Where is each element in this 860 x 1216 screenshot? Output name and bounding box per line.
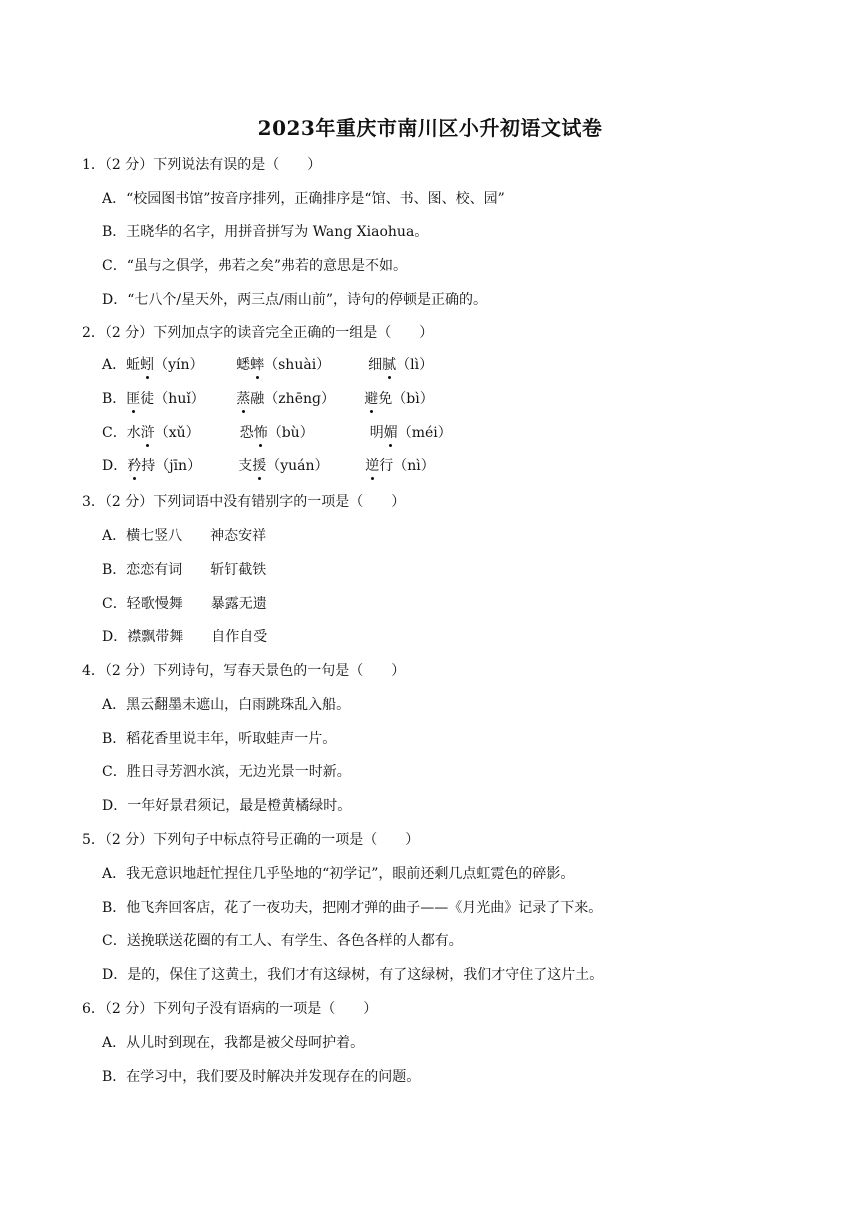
question-1-option-b: B．王晓华的名字，用拼音拼写为 Wang Xiaohua。 <box>102 224 429 240</box>
question-1-option-a: A．“校园图书馆”按音序排列，正确排序是“馆、书、图、校、园” <box>102 191 505 207</box>
dotted-char: 矜 <box>127 458 142 474</box>
dotted-char: 援 <box>252 458 267 474</box>
question-1-stem: 1．（2 分）下列说法有误的是（ ） <box>82 157 322 173</box>
question-5-option-d: D．是的，保住了这黄土，我们才有这绿树，有了这绿树，我们才守住了这片土。 <box>102 967 604 983</box>
word-item: 蚯蚓（yín） <box>126 357 204 373</box>
question-3-option-a: A．横七竖八 神态安祥 <box>102 528 267 544</box>
option-label: D． <box>102 458 128 474</box>
word-item: 明媚（méi） <box>369 425 452 441</box>
question-2-option-a <box>102 355 433 375</box>
exam-title: 2023年重庆市南川区小升初语文试卷 <box>257 116 603 140</box>
question-1-option-c: C．“虽与之俱学，弗若之矣”弗若的意思是不如。 <box>102 258 408 274</box>
question-4-option-c: C．胜日寻芳泗水滨，无边光景一时新。 <box>102 764 351 780</box>
question-2-option-b <box>102 389 434 409</box>
dotted-char: 逆 <box>365 458 380 474</box>
word-item: 匪徒（huǐ） <box>126 391 205 407</box>
question-5-option-b: B．他飞奔回客店，花了一夜功夫，把刚才弹的曲子——《月光曲》记录了下来。 <box>102 900 603 916</box>
question-3-option-c: C．轻歌慢舞 暴露无遗 <box>102 596 267 612</box>
question-4-option-b: B．稻花香里说丰年，听取蛙声一片。 <box>102 731 337 747</box>
word-item: 蒸融（zhēnɡ） <box>236 391 335 407</box>
question-1-option-d: D．“七八个/星天外，两三点/雨山前”，诗句的停顿是正确的。 <box>102 292 487 308</box>
option-label: C． <box>102 425 127 441</box>
question-5-stem: 5．（2 分）下列句子中标点符号正确的一项是（ ） <box>82 832 420 848</box>
dotted-char: 蟀 <box>250 357 265 373</box>
question-5-option-c: C．送挽联送花圈的有工人、有学生、各色各样的人都有。 <box>102 933 463 949</box>
question-4-stem: 4．（2 分）下列诗句，写春天景色的一句是（ ） <box>82 663 406 679</box>
question-4-option-d: D．一年好景君须记，最是橙黄橘绿时。 <box>102 798 352 814</box>
dotted-char: 浒 <box>140 425 155 441</box>
word-item: 避免（bì） <box>364 391 434 407</box>
question-2-stem: 2．（2 分）下列加点字的读音完全正确的一组是（ ） <box>82 325 434 341</box>
word-item: 支援（yuán） <box>238 458 329 474</box>
question-5-option-a: A．我无意识地赶忙捏住几乎坠地的“初学记”，眼前还剩几点虹霓色的碎影。 <box>102 866 575 882</box>
word-item: 逆行（nì） <box>365 458 435 474</box>
dotted-char: 媚 <box>383 425 398 441</box>
word-item: 细腻（lì） <box>368 357 434 373</box>
dotted-char: 避 <box>364 391 379 407</box>
question-6-option-b: B．在学习中，我们要及时解决并发现存在的问题。 <box>102 1069 421 1085</box>
question-4-option-a: A．黑云翻墨未遮山，白雨跳珠乱入船。 <box>102 697 351 713</box>
word-item: 矜持（jīn） <box>127 458 202 474</box>
word-item: 恐怖（bù） <box>239 425 314 441</box>
option-label: A． <box>102 357 127 373</box>
option-label: B． <box>102 391 127 407</box>
question-2-option-d <box>102 456 435 476</box>
dotted-char: 蚓 <box>140 357 155 373</box>
question-6-stem: 6．（2 分）下列句子没有语病的一项是（ ） <box>82 1001 378 1017</box>
question-3-stem: 3．（2 分）下列词语中没有错别字的一项是（ ） <box>82 494 406 510</box>
word-item: 水浒（xǔ） <box>126 425 200 441</box>
question-3-option-d: D．襟飘带舞 自作自受 <box>102 629 268 645</box>
dotted-char: 怖 <box>253 425 268 441</box>
dotted-char: 匪 <box>126 391 141 407</box>
question-6-option-a: A．从儿时到现在，我都是被父母呵护着。 <box>102 1035 365 1051</box>
question-2-option-c <box>102 423 452 443</box>
word-item: 蟋蟀（shuài） <box>236 357 331 373</box>
dotted-char: 蒸 <box>236 391 251 407</box>
question-3-option-b: B．恋恋有词 斩钉截铁 <box>102 562 267 578</box>
dotted-char: 腻 <box>382 357 397 373</box>
